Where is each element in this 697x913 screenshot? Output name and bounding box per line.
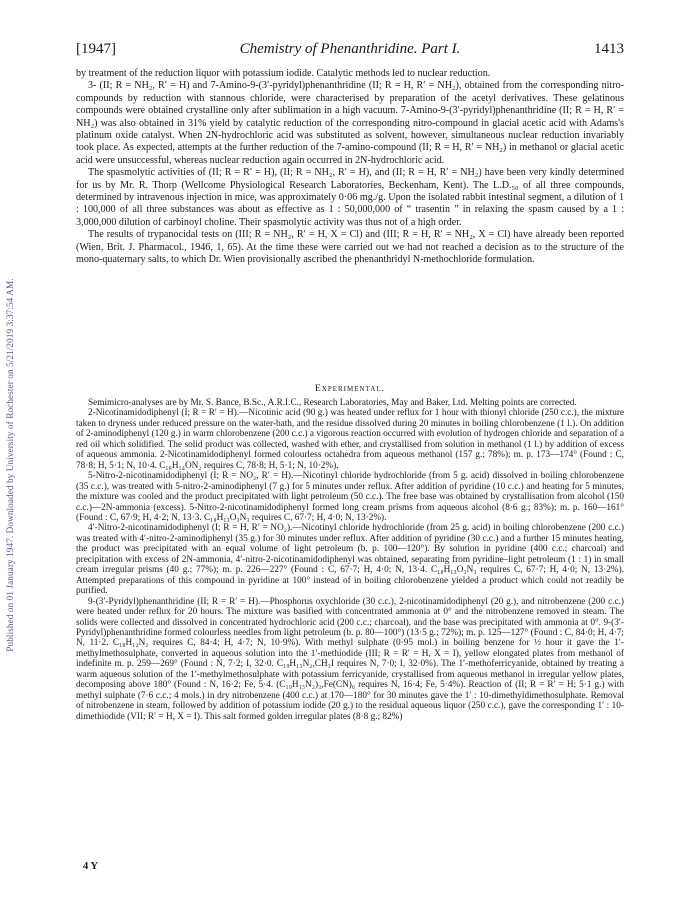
paragraph: 3- (II; R = NH₂, R′ = H) and 7-Amino-9-(3′-pyridyl)phenanthridine (II; R = H, R′ = NH₂), obtained from the corresponding nitro-compounds by reduction with stannous chloride, were characterised by preparation of the acetyl derivatives. These gelatinous compounds were obtained crystalline only after sublimation in a high vacuum. 7-Amino-9-(3′-pyridyl)phenanthridine (II; R = H, R′ = NH₂) was also obtained in 31% yield by catalytic reduction of the corresponding nitro-compound in glacial acetic acid with Adams's platinum oxide catalyst. When 2N-hydrochloric acid was substituted as solvent, however, simultaneous nuclear reduction invariably took place. As expected, attempts at the further reduction of the 7-amino-compound (II; R = H, R′ = NH₂) in methanol or glacial acetic acid were unsuccessful, whereas nuclear reduction again occurred in 2N-hydrochloric acid. [76, 80, 624, 166]
download-notice-text: Published on 01 January 1947. Downloaded by University of Rochester on 5/21/2019 3:37:54 AM. [5, 278, 15, 652]
paragraph: The spasmolytic activities of (II; R = R′ = H), (II; R = NH₂, R′ = H), and (II; R = H, R′ = NH₂) have been very kindly determined for us by Mr. R. Thorp (Wellcome Physiological Research Laboratories, Beckenham, Kent). The L.D.₅₀ of all three compounds, determined by intravenous injection in mice, was approximately 0·06 mg./g. Upon the isolated rabbit intestinal segment, a dilution of 1 : 100,000 of all three substances was about as effective as 1 : 50,000,000 of “ trasentin ” in relaxing the spasm caused by a 1 : 3,000,000 dilution of carbinoyl choline. Their spasmolytic activity was thus not of a high order. [76, 167, 624, 228]
paragraph: 4′-Nitro-2-nicotinamidodiphenyl (I; R = H, R′ = NO₂).—Nicotinyl chloride hydrochloride (from 25 g. acid) in boiling chlorobenzene (200 c.c.) was treated with 4′-nitro-2-aminodiphenyl (35 g.) for 30 minutes under reflux. After addition of pyridine (30 c.c.) and a further 15 minutes heating, the product was precipitated with an equal volume of light petroleum (b. p. 100—120°). By solution in pyridine (400 c.c.; charcoal) and precipitation with excess of 2N-ammonia, 4′-nitro-2-nicotinamidodiphenyl was obtained, separating from pyridine–light petroleum (1 : 1) in small cream irregular prisms (40 g.; 77%); m. p. 226—227° (Found : C, 67·7; H, 4·0; N, 13·4. C₁₈H₁₃O₃N₃ requires C, 67·7; H, 4·0; N, 13·2%). Attempted preparations of this compound in pyridine at 100° instead of in boiling chlorobenzene yielded a product which could not readily be purified. [76, 523, 624, 597]
running-header [76, 41, 624, 61]
discussion-section [76, 68, 624, 267]
header-year: [1947] [76, 41, 116, 57]
page-number: 1413 [594, 41, 624, 57]
download-notice [4, 70, 16, 860]
paragraph: 2-Nicotinamidodiphenyl (I; R = R′ = H).—Nicotinic acid (90 g.) was heated under reflux for 1 hour with thionyl chloride (250 c.c.), the mixture taken to dryness under reduced pressure on the water-bath, and the residue dissolved during 20 minutes in boiling chlorobenzene (1 l.). On addition of 2-aminodiphenyl (120 g.) in warm chlorobenzene (200 c.c.) a vigorous reaction occurred with evolution of hydrogen chloride and separation of a red oil which solidified. The solid product was collected, washed with ether, and crystallised from solution in methanol (1 l.) by addition of excess of aqueous ammonia. 2-Nicotinamidodiphenyl formed colourless octahedra from aqueous methanol (157 g.; 78%); m. p. 173—174° (Found : C, 78·8; H, 5·1; N, 10·4. C₁₈H₁₄ON₂ requires C, 78·8; H, 5·1; N, 10·2%). [76, 408, 624, 471]
paragraph: Semimicro-analyses are by Mr. S. Bance, B.Sc., A.R.I.C., Research Laboratories, May and Baker, Ltd. Melting points are corrected. [88, 398, 577, 408]
paragraph: The results of trypanocidal tests on (III; R = NH₂, R′ = H, X = Cl) and (III; R = H, R′ = NH₂, X = Cl) have already been reported (Wien, Brit. J. Pharmacol., 1946, 1, 65). At the time these were carried out we had not reached a decision as to the structure of the mono-quaternary salts, to which Dr. Wien provisionally ascribed the phenanthridyl N-methochloride formulation. [76, 229, 624, 266]
signature-mark: 4 Y [83, 861, 99, 872]
paragraph: 5-Nitro-2-nicotinamidodiphenyl (I; R = NO₂, R′ = H).—Nicotinyl chloride hydrochloride (from 5 g. acid) dissolved in boiling chlorobenzene (35 c.c.), was treated with 5-nitro-2-aminodiphenyl (7 g.) for 5 minutes under reflux. After addition of pyridine (10 c.c.) and heating for 5 minutes, the mixture was cooled and the product precipitated with light petroleum (50 c.c.). The free base was obtained by crystallisation from alcohol (150 c.c.)—2N-ammonia (excess). 5-Nitro-2-nicotinamidodiphenyl formed long cream prisms from aqueous alcohol (8·6 g.; 83%); m. p. 160—161° (Found : C, 67·9; H, 4·2; N, 13·3. C₁₈H₁₃O₃N₃ requires C, 67·7; H, 4·0; N, 13·2%). [76, 471, 624, 523]
paragraph: 9-(3′-Pyridyl)phenanthridine (II; R = R′ = H).—Phosphorus oxychloride (30 c.c.), 2-nicotinamidodiphenyl (20 g.), and nitrobenzene (200 c.c.) were heated under reflux for 20 hours. The mixture was basified with concentrated ammonia at 0° and the nitrobenzene removed in steam. The solids were collected and dissolved in concentrated hydrochloric acid (200 c.c.; charcoal), and the base was precipitated with ammonia at 0°. 9-(3′-Pyridyl)phenanthridine formed colourless needles from light petroleum (b. p. 80—100°) (13·5 g.; 72%); m. p. 125—127° (Found : C, 84·0; H, 4·7; N, 11·2. C₁₈H₁₂N₂ requires C, 84·4; H, 4·7; N, 10·9%). With methyl sulphate (0·95 mol.) in boiling benzene for ½ hour it gave the 1′-methylmethosulphate, converted in aqueous solution into the 1′-methiodide (III; R = R′ = H, X = I), yellow elongated plates from methanol of indefinite m. p. 259—269° (Found : N, 7·2; I, 32·0. C₁₉H₁₅N₂,CH₃I requires N, 7·0; I, 32·0%). The 1′-methoferricyanide, obtained by treating a warm aqueous solution of the 1′-methylmethosulphate with potassium ferricyanide, crystallised from aqueous methanol in irregular yellow plates, decomposing above 180° (Found : N, 16·2; Fe, 5·4. (C₁₉H₁₅N₂)₃,Fe(CN)₆ requires N, 16·4; Fe, 5·4%). Reaction of (II; R = R′ = H; 5·1 g.) with methyl sulphate (7·6 c.c.; 4 mols.) in dry nitrobenzene (400 c.c.) at 170—180° for 30 minutes gave the 1′ : 10-dimethyldimethosulphate. Removal of nitrobenzene in steam, followed by addition of potassium iodide (20 g.) to the residual aqueous liquor (250 c.c.), gave the corresponding 1′ : 10-dimethiodide (VII; R′ = H, X = I). This salt formed golden irregular plates (8·8 g.; 82%) [76, 596, 624, 722]
section-heading: Experimental. [315, 384, 385, 394]
paragraph: by treatment of the reduction liquor with potassium iodide. Catalytic methods led to nuclear reduction. [76, 68, 491, 79]
experimental-section [76, 398, 624, 722]
header-title: Chemistry of Phenanthridine. Part I. [239, 41, 461, 57]
